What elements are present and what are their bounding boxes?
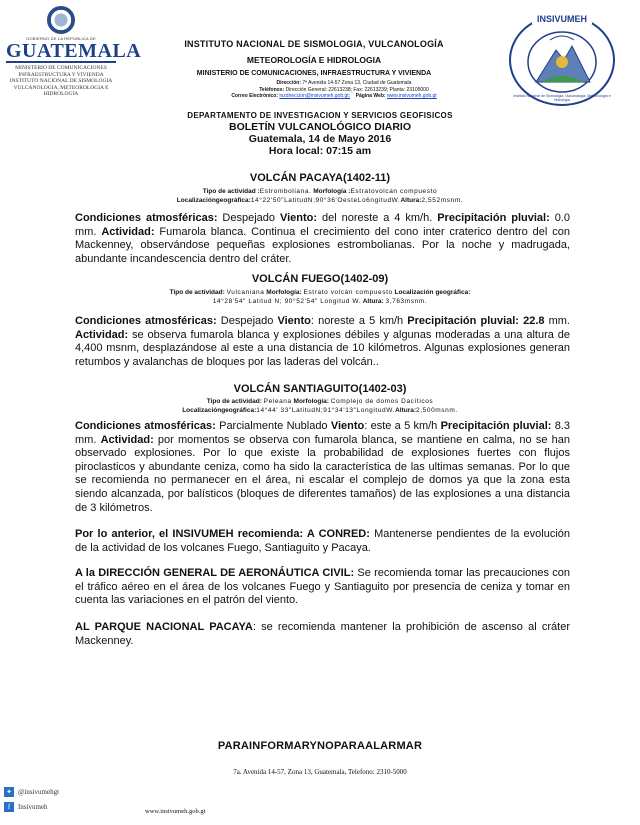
address-line: Dirección: 7ª Avenida 14-57 Zona 13, Ciudad de Guatemala bbox=[276, 80, 412, 86]
guatemala-logo bbox=[6, 6, 142, 98]
website-link[interactable]: www.insivumeh.gob.gt bbox=[386, 93, 437, 99]
insivumeh-logo-ring-text: Instituto Nacional de Sismología, Vulcanología, Meteorología e Hidrología bbox=[513, 94, 611, 102]
facebook-handle[interactable]: f Insivumeh bbox=[4, 802, 48, 812]
volcano-meta-pacaya: Tipo de actividad :Estromboliana. Morfología :Estratovolcan compuesto bbox=[202, 188, 438, 195]
volcano-report-santiaguito: Condiciones atmosféricas: Parcialmente Nublado Viento: este a 5 km/h Precipitación pluvial: 8.3 mm. Actividad: por momentos se observa con fumarola blanca, se mantiene en calma, no se han observado explosiones. Por lo que existe la probabilidad de explosiones fuertes con flujos piroclasticos y abundante ceniza, como ha sido la característica de las ultimas semanas. Por lo que se recomienda no permanecer en el área, ni escalar el complejo de domos ya que la zona esta siendo alcanzada, por balísticos (bloques de diferentes tamaños) de las explosiones a una distancia de 3 kilómetros. bbox=[75, 420, 571, 514]
guatemala-seal-icon bbox=[47, 6, 75, 34]
volcano-report-fuego: Condiciones atmosféricas: Despejado Viento: noreste a 5 km/h Precipitación pluvial: 22.8 mm. Actividad: se observa fumarola blanca y explosiones débiles y algunas moderadas a una altura de 4,400 msnm, desplazándose al este a una distancia de 10 kilómetros. Algunas explosiones generan retumbos y avalanchas de bloques por las laderas del volcán.. bbox=[75, 315, 570, 368]
volcano-location-fuego: 14°28'54" Latitud N; 90°52'54" Longitud W. Altura: 3,763msnm. bbox=[212, 298, 428, 305]
email-link[interactable]: inzdireccion@insivumeh.gob.gt; bbox=[279, 93, 351, 99]
letterhead bbox=[120, 36, 508, 100]
logo-line: MINISTERIO DE COMUNICACIONES bbox=[15, 65, 107, 71]
volcano-report-pacaya: Condiciones atmosféricas: Despejado Viento: del noreste a 4 km/h. Precipitación pluvial: 0.0 mm. Actividad: Fumarola blanca. Continua el crecimiento del cono inter craterico dentro del con Mackenney, observándose pequeñas explosiones estrombolianas. Por la noche y madrugada, abundante incandescencia dentro del cráter. bbox=[75, 212, 570, 265]
bulletin-time: Hora local: 07:15 am bbox=[268, 145, 372, 157]
contact-line: Correo Electrónico: inzdireccion@insivumeh.gob.gt; Página Web: www.insivumeh.gob.gt bbox=[231, 93, 437, 99]
department-name: DEPARTAMENTO DE INVESTIGACION Y SERVICIOS GEOFISICOS bbox=[187, 111, 453, 120]
institute-name: INSTITUTO NACIONAL DE SISMOLOGIA, VULCANOLOGÍA bbox=[184, 39, 444, 49]
recommendation-dgac: A la DIRECCIÓN GENERAL DE AERONÁUTICA CIVIL: Se recomienda tomar las precauciones con el tráfico aéreo en el área de los volcanes Fuego y Santiaguito por presencia de ceniza y tomar en cuenta las variaciones en el patrón del viento. bbox=[75, 567, 570, 607]
logo-line: HIDROLOGIA bbox=[43, 91, 79, 97]
recommendation-pacaya-park: AL PARQUE NACIONAL PACAYA: se recomienda mantener la prohibición de ascenso al cráter Mackenney. bbox=[75, 621, 570, 647]
volcano-location-pacaya: Localizacióngeográfica:14°22'50"LatitudN;90°36'OesteLo6ngitudW.Altura:2,552msnm. bbox=[176, 197, 464, 204]
footer-motto: PARAINFORMARYNOPARAALARMAR bbox=[217, 740, 423, 752]
ministry-name: MINISTERIO DE COMUNICACIONES, INFRAESTRUCTURA Y VIVIENDA bbox=[196, 70, 432, 77]
institute-subname: METEOROLOGÍA E HIDROLOGIA bbox=[246, 55, 382, 65]
logo-line: INFRAESTRUCTURA Y VIVIENDA bbox=[18, 71, 104, 78]
logo-line: VULCANOLOGIA, METEOROLOGIA E bbox=[13, 84, 109, 91]
logo-top-small: GOBIERNO DE LA REPÚBLICA DE bbox=[26, 36, 96, 41]
twitter-icon: ✦ bbox=[4, 787, 14, 797]
bulletin-header bbox=[0, 110, 640, 157]
facebook-icon: f bbox=[4, 802, 14, 812]
bulletin-date: Guatemala, 14 de Mayo 2016 bbox=[248, 133, 392, 145]
recommendation-conred: Por lo anterior, el INSIVUMEH recomienda: A CONRED: Mantenerse pendientes de la evolución de la actividad de los volcanes Fuego, Santiaguito y Pacaya. bbox=[75, 528, 570, 554]
bulletin-title: BOLETÍN VULCANOLÓGICO DIARIO bbox=[229, 121, 411, 133]
volcano-title-pacaya: VOLCÁN PACAYA(1402-11) bbox=[249, 172, 391, 184]
footer-website-link[interactable]: www.insivumeh.gob.gt bbox=[145, 808, 206, 815]
insivumeh-logo-icon bbox=[506, 12, 618, 108]
insivumeh-logo-text: INSIVUMEH bbox=[532, 14, 592, 24]
volcano-title-santiaguito: VOLCÁN SANTIAGUITO(1402-03) bbox=[233, 383, 407, 395]
phone-line: Teléfonos: Dirección General: 22613238; Fax: 22613239; Planta: 23105000 bbox=[259, 86, 429, 93]
volcano-meta-fuego: Tipo de actividad: Vulcaniana Morfología: Estrato volcán compuesto Localización geográfica: bbox=[169, 289, 471, 296]
volcano-meta-santiaguito: Tipo de actividad: Peleana Morfología: Complejo de domos Dacíticos bbox=[206, 398, 434, 405]
twitter-handle[interactable]: ✦ @insivumehgt bbox=[4, 787, 59, 797]
volcano-title-fuego: VOLCÁN FUEGO(1402-09) bbox=[251, 273, 389, 285]
logo-line: INSTITUTO NACIONAL DE SISMOLOGIA bbox=[9, 78, 113, 84]
footer-address: 7a. Avenida 14-57, Zona 13, Guatemala, Telefono: 2310-5000 bbox=[233, 768, 407, 776]
logo-wordmark: GUATEMALA bbox=[6, 40, 142, 62]
volcano-location-santiaguito: Localizacióngeográfica:14°44' 33"LatitudN;91°34'13"LongitudW.Altura:2,500msnm. bbox=[182, 407, 458, 414]
